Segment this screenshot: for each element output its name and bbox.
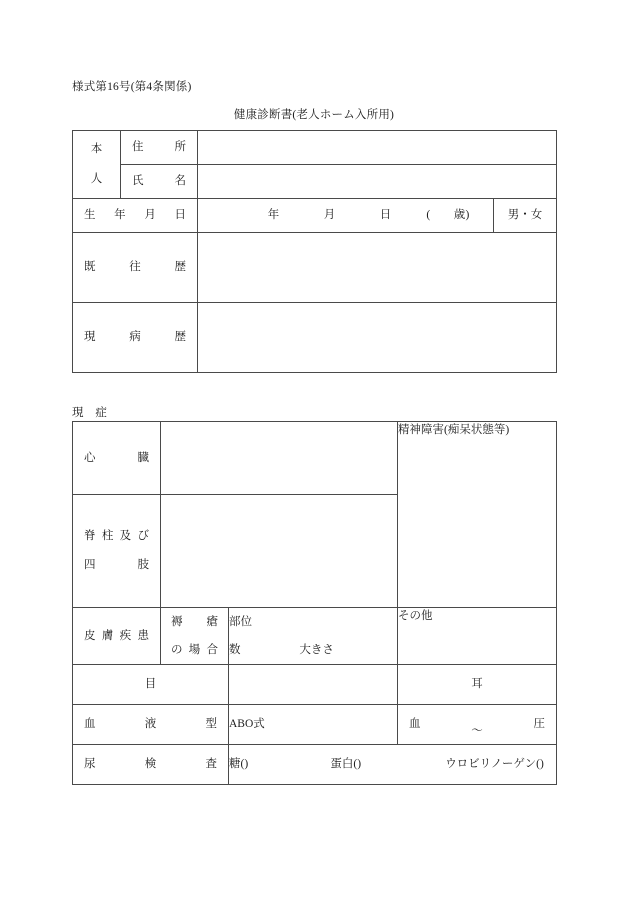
- blood-pressure-value-field[interactable]: 〜: [471, 725, 483, 737]
- spine-limbs-label-l1-char-1: 脊: [84, 530, 96, 543]
- table-row-skin-disease: [73, 608, 557, 665]
- heart-label-left: 心: [84, 451, 96, 464]
- form-number: 様式第16号(第4条関係): [72, 81, 192, 93]
- spine-limbs-label-l2-right: 肢: [137, 559, 149, 571]
- skin-label-char-4: 患: [137, 629, 149, 642]
- present-illness-label-char-1: 現: [84, 331, 96, 344]
- spine-limbs-label-l2-left: 四: [84, 559, 96, 571]
- table-row-past-history: [73, 233, 557, 303]
- birthdate-label-char-3: 月: [144, 209, 156, 222]
- table-row-name: [73, 165, 557, 199]
- skin-label-char-1: 皮: [84, 629, 96, 642]
- urine-urobilinogen-close: ): [539, 758, 544, 771]
- sex-selection-field[interactable]: 男・女: [494, 199, 557, 233]
- heart-value-field[interactable]: [161, 422, 398, 495]
- past-history-label-char-1: 既: [84, 261, 96, 274]
- urine-urobilinogen-label: ウロビリノーゲン(: [445, 758, 540, 771]
- subject-label-char-2: 人: [90, 173, 103, 186]
- blood-type-label-cell: [73, 705, 229, 745]
- spine-limbs-label-l1-char-4: び: [137, 530, 149, 543]
- bedsore-label-l2-char-3: 合: [206, 643, 218, 656]
- address-label-right: 所: [174, 141, 186, 154]
- urine-test-label-char-3: 査: [205, 758, 217, 771]
- personal-information-table: [72, 130, 557, 373]
- bedsore-label-l1-left: 褥: [171, 615, 183, 628]
- urine-test-label-cell: [73, 745, 229, 785]
- skin-label-char-3: 疾: [119, 629, 132, 642]
- urine-glucose-label: 糖(: [229, 758, 245, 771]
- address-value-field[interactable]: [198, 131, 557, 165]
- birthdate-day-unit: 日: [379, 209, 392, 222]
- section-heading-current-symptoms: 現 症: [72, 407, 108, 419]
- table-row-birthdate: [73, 199, 557, 233]
- name-label-cell: [121, 165, 198, 199]
- eye-value-field[interactable]: [229, 665, 398, 705]
- spine-limbs-label-cell: [73, 495, 161, 608]
- present-illness-label-char-3: 歴: [174, 331, 186, 344]
- skin-label-cell: [73, 608, 161, 665]
- skin-label-char-2: 膚: [101, 629, 114, 642]
- present-illness-label-char-2: 病: [129, 331, 141, 344]
- skin-other-field[interactable]: [398, 608, 557, 665]
- address-label-cell: [121, 131, 198, 165]
- urine-test-label-char-1: 尿: [84, 758, 96, 771]
- address-label-left: 住: [132, 141, 144, 154]
- birthdate-label-char-2: 年: [114, 209, 126, 222]
- bedsore-size-label: 大きさ: [299, 643, 334, 656]
- table-row-heart: [73, 422, 557, 495]
- present-illness-value-field[interactable]: [198, 303, 557, 373]
- past-history-label-cell: [73, 233, 198, 303]
- past-history-label-char-2: 往: [129, 261, 141, 274]
- past-history-value-field[interactable]: [198, 233, 557, 303]
- skin-other-label: その他: [398, 610, 433, 622]
- present-illness-label-cell: [73, 303, 198, 373]
- birthdate-label-char-1: 生: [84, 209, 96, 222]
- spine-limbs-label-l1-char-3: 及: [119, 530, 132, 543]
- page-title: 健康診断書(老人ホーム入所用): [233, 109, 395, 121]
- bedsore-count-label: 数: [229, 643, 241, 656]
- subject-label-cell: [73, 131, 121, 199]
- heart-label-right: 臓: [137, 451, 149, 464]
- birthdate-age-field: ( 歳): [426, 209, 470, 222]
- bedsore-site-label: 部位: [229, 615, 252, 628]
- blood-type-label-char-3: 型: [205, 718, 217, 731]
- urine-test-fields[interactable]: [229, 745, 557, 785]
- bedsore-label-cell: [161, 608, 229, 665]
- name-label-right: 名: [174, 175, 186, 188]
- table-row-address: [73, 131, 557, 165]
- table-row-present-illness: [73, 303, 557, 373]
- blood-pressure-label-right: 圧: [533, 718, 546, 731]
- bedsore-label-l2-char-2: 場: [188, 643, 201, 656]
- blood-pressure-label-left: 血: [409, 718, 421, 731]
- birthdate-label-char-4: 日: [174, 209, 186, 222]
- mental-disorder-cell[interactable]: [398, 422, 557, 608]
- bedsore-label-l1-right: 瘡: [206, 615, 218, 628]
- ear-value-field[interactable]: [398, 681, 556, 703]
- name-value-field[interactable]: [198, 165, 557, 199]
- birthdate-label-cell: [73, 199, 198, 233]
- bedsore-label-l2-char-1: の: [171, 643, 183, 656]
- urine-protein-close: ): [357, 758, 362, 771]
- mental-disorder-label: 精神障害(痴呆状態等): [398, 424, 510, 436]
- ear-label-cell: 耳: [398, 665, 557, 705]
- urine-protein-label: 蛋白(: [330, 758, 358, 771]
- table-row-urine-test: [73, 745, 557, 785]
- past-history-label-char-3: 歴: [174, 261, 186, 274]
- blood-type-label-char-1: 血: [84, 718, 96, 731]
- eye-label-cell: 目: [73, 665, 229, 705]
- spine-limbs-value-field[interactable]: [161, 495, 398, 608]
- heart-label-cell: [73, 422, 161, 495]
- blood-type-value-field[interactable]: ABO式: [229, 705, 398, 745]
- name-label-left: 氏: [132, 175, 144, 188]
- blood-type-label-char-2: 液: [144, 718, 157, 731]
- bedsore-detail-field[interactable]: [229, 608, 398, 665]
- urine-glucose-close: ): [244, 758, 249, 771]
- subject-label-char-1: 本: [90, 143, 103, 156]
- spine-limbs-label-l1-char-2: 柱: [101, 530, 114, 543]
- birthdate-month-unit: 月: [323, 209, 336, 222]
- urine-test-label-char-2: 検: [144, 758, 157, 771]
- birthdate-year-unit: 年: [267, 209, 280, 222]
- birthdate-value-field[interactable]: [198, 199, 494, 233]
